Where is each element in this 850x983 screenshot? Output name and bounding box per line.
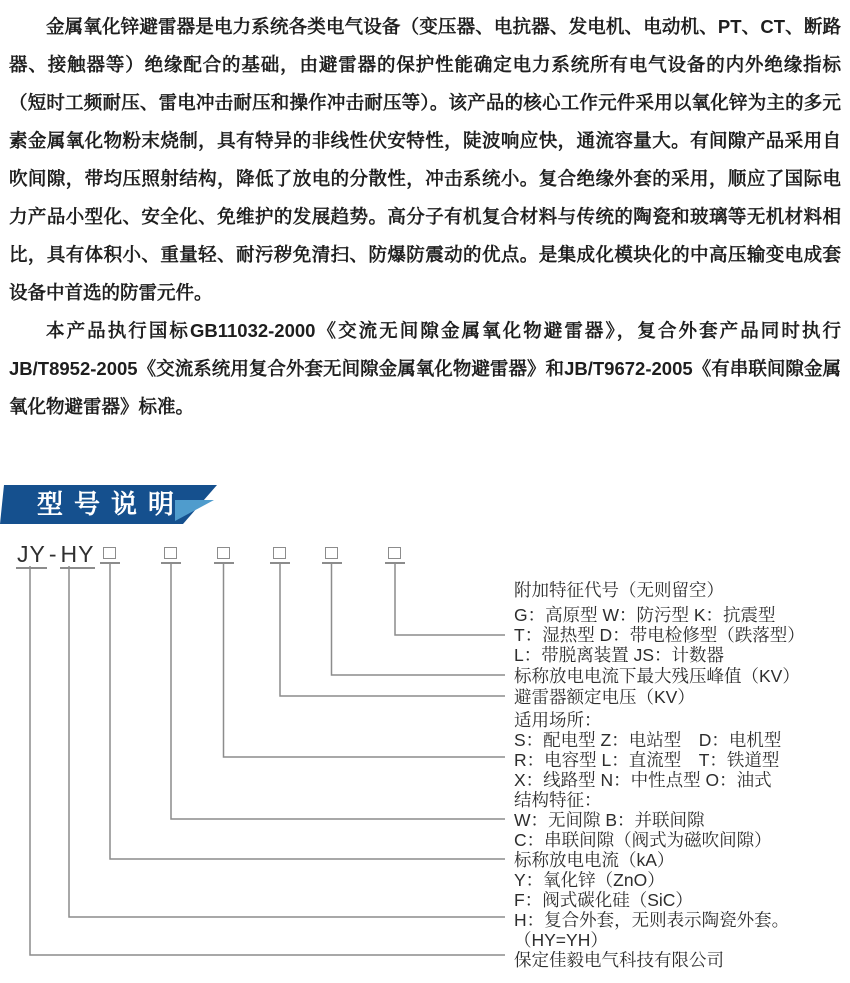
legend-line-structure-codes-2: C：串联间隙（阀式为磁吹间隙）: [514, 830, 772, 850]
legend-line-additional-feature-header: 附加特征代号（无则留空）: [514, 580, 724, 600]
connector-prefix-jy: [30, 566, 505, 955]
legend-line-feature-codes-3: L：带脱离装置 JS：计数器: [514, 645, 725, 665]
model-code-type: HY: [60, 541, 95, 567]
legend-line-company-name: 保定佳毅电气科技有限公司: [514, 950, 724, 970]
connector-box-4: [280, 564, 505, 696]
section-title: 型号说明: [37, 489, 186, 519]
legend-line-rated-voltage: 避雷器额定电压（KV）: [514, 687, 695, 707]
legend-line-housing: H：复合外套，无则表示陶瓷外套。: [514, 910, 790, 930]
connector-box-1: [110, 564, 505, 859]
model-code-separator: -: [48, 541, 58, 567]
intro-paragraph-1: 金属氧化锌避雷器是电力系统各类电气设备（变压器、电抗器、发电机、电动机、PT、CT、断路器、接触器等）绝缘配合的基础，由避雷器的保护性能确定电力系统所有电气设备的内外绝缘指标（短时工频耐压、雷电冲击耐压和操作冲击耐压等）。该产品的核心工作元件采用以氧化锌为主的多元素金属氧化物粉末烧制，具有特异的非线性伏安特性，陡波响应快，通流容量大。有间隙产品采用自吹间隙，带均压照射结构，降低了放电的分散性，冲击系统小。复合绝缘外套的采用，顺应了国际电力产品小型化、安全化、免维护的发展趋势。高分子有机复合材料与传统的陶瓷和玻璃等无机材料相比，具有体积小、重量轻、耐污秽免清扫、防爆防震动的优点。是集成化模块化的中高压输变电成套设备中首选的防雷元件。: [9, 16, 841, 303]
legend-line-residual-voltage: 标称放电电流下最大残压峰值（KV）: [514, 666, 800, 686]
legend-line-discharge-current: 标称放电电流（kA）: [514, 850, 675, 870]
connector-box-3: [224, 564, 506, 757]
legend-line-application-codes-2: R：电容型 L：直流型 T：铁道型: [514, 750, 780, 770]
legend-line-material-sic: F：阀式碳化硅（SiC）: [514, 890, 693, 910]
legend-line-application-codes-3: X：线路型 N：中性点型 O：油式: [514, 770, 772, 790]
legend-line-structure-header: 结构特征：: [514, 790, 602, 810]
legend-line-structure-codes-1: W：无间隙 B：并联间隙: [514, 810, 705, 830]
legend-line-material-zno: Y：氧化锌（ZnO）: [514, 870, 665, 890]
legend-line-application-codes-1: S：配电型 Z：电站型 D：电机型: [514, 730, 782, 750]
intro-paragraph-2: 本产品执行国标GB11032-2000《交流无间隙金属氧化物避雷器》，复合外套产品同时执行JB/T8952-2005《交流系统用复合外套无间隙金属氧化物避雷器》和JB/T9672-2005《有串联间隙金属氧化物避雷器》标准。: [9, 320, 841, 417]
legend-line-feature-codes-1: G：高原型 W：防污型 K：抗震型: [514, 605, 776, 625]
model-code-prefix: JY: [17, 541, 46, 567]
model-legend: [514, 580, 850, 970]
legend-line-hy-equals-yh: （HY=YH）: [514, 930, 608, 950]
connector-box-2: [171, 564, 505, 819]
connector-type-hy: [69, 566, 505, 917]
connector-box-5: [332, 564, 506, 675]
legend-line-application-header: 适用场所：: [514, 710, 602, 730]
legend-line-feature-codes-2: T：湿热型 D：带电检修型（跌落型）: [514, 625, 805, 645]
connector-box-6: [395, 564, 505, 635]
